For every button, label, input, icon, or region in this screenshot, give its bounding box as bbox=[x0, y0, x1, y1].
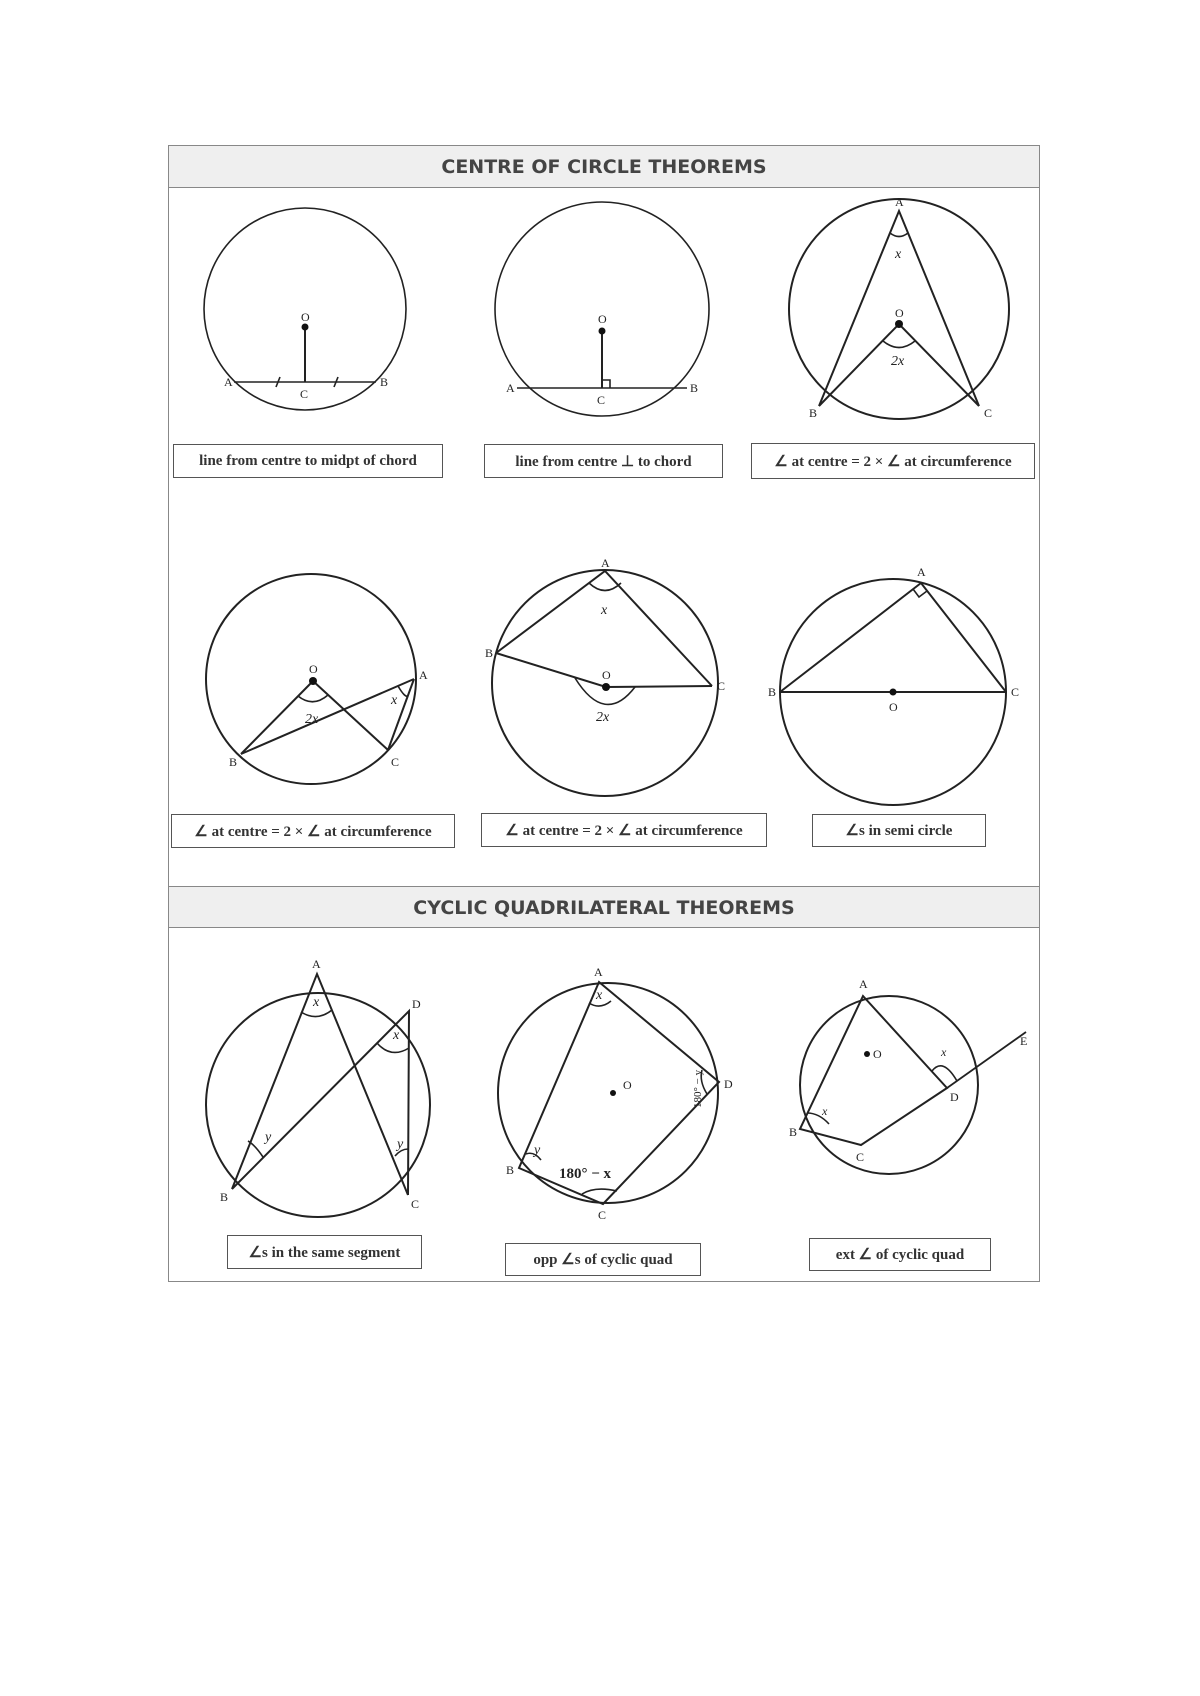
label-angle-x: x bbox=[391, 693, 398, 708]
circle bbox=[206, 993, 430, 1217]
centre-dot bbox=[599, 328, 606, 335]
label-angle-2x: 2x bbox=[891, 354, 905, 369]
chords-db-dc bbox=[232, 1011, 409, 1195]
diagram-7-same-segment bbox=[206, 974, 430, 1217]
label-a: A bbox=[895, 195, 904, 209]
caption-angle-centre-3: ∠ at centre = 2 × ∠ at circumference bbox=[481, 813, 767, 847]
label-b: B bbox=[768, 685, 777, 699]
centre-dot bbox=[302, 324, 309, 331]
label-c: C bbox=[856, 1150, 865, 1164]
label-d: D bbox=[724, 1077, 733, 1091]
label-a: A bbox=[594, 965, 603, 979]
label-c: C bbox=[717, 679, 726, 693]
label-o: O bbox=[873, 1047, 882, 1061]
label-c: C bbox=[597, 393, 606, 407]
label-angle-x-a: x bbox=[313, 995, 320, 1010]
label-o: O bbox=[301, 310, 310, 324]
label-a: A bbox=[312, 957, 321, 971]
angle-arc-a bbox=[301, 1010, 332, 1017]
quadrilateral-abcd bbox=[800, 996, 947, 1145]
label-a: A bbox=[859, 977, 868, 991]
label-c: C bbox=[391, 755, 400, 769]
caption-same-segment: ∠s in the same segment bbox=[227, 1235, 422, 1269]
caption-semicircle: ∠s in semi circle bbox=[812, 814, 986, 847]
extension-de bbox=[947, 1032, 1026, 1088]
label-o: O bbox=[623, 1078, 632, 1092]
quadrilateral-abcd bbox=[519, 982, 719, 1204]
label-angle-y-c: y bbox=[397, 1137, 404, 1152]
label-c: C bbox=[411, 1197, 420, 1211]
label-b: B bbox=[380, 375, 389, 389]
radius-oc bbox=[313, 681, 388, 750]
label-b: B bbox=[220, 1190, 229, 1204]
label-a: A bbox=[506, 381, 515, 395]
label-a: A bbox=[601, 556, 610, 570]
caption-angle-centre-2: ∠ at centre = 2 × ∠ at circumference bbox=[171, 814, 455, 848]
theorem-sheet bbox=[168, 145, 1040, 1282]
radius-ob bbox=[241, 681, 313, 754]
label-o: O bbox=[602, 668, 611, 682]
right-angle-mark bbox=[913, 589, 927, 597]
label-angle-2x: 2x bbox=[596, 710, 610, 725]
label-angle-2x: 2x bbox=[305, 712, 319, 727]
centre-dot bbox=[864, 1051, 870, 1057]
diagram-9-exterior-angle bbox=[800, 996, 1026, 1174]
section-header-cyclic-theorems: CYCLIC QUADRILATERAL THEOREMS bbox=[169, 886, 1039, 928]
angle-arc-o bbox=[298, 695, 328, 702]
label-angle-x: x bbox=[596, 988, 603, 1003]
label-angle-180-minus-x: 180° − x bbox=[559, 1166, 612, 1182]
angle-arc-b bbox=[248, 1141, 263, 1157]
angle-arc-o bbox=[883, 341, 915, 348]
centre-dot bbox=[602, 683, 610, 691]
label-a: A bbox=[419, 668, 428, 682]
label-angle-y-b: y bbox=[265, 1130, 272, 1145]
label-o: O bbox=[889, 700, 898, 714]
label-c: C bbox=[984, 406, 993, 420]
centre-dot bbox=[309, 677, 317, 685]
label-angle-y: y bbox=[534, 1143, 541, 1158]
label-o: O bbox=[309, 662, 318, 676]
label-a: A bbox=[224, 375, 233, 389]
label-b: B bbox=[229, 755, 238, 769]
angle-arc-c bbox=[582, 1189, 617, 1194]
label-b: B bbox=[809, 406, 818, 420]
angle-arc-d bbox=[377, 1043, 409, 1052]
label-d: D bbox=[950, 1090, 959, 1104]
label-b: B bbox=[789, 1125, 798, 1139]
angle-arc-d-exterior bbox=[932, 1066, 957, 1081]
angle-arc-a bbox=[890, 233, 908, 237]
centre-dot bbox=[890, 689, 897, 696]
label-o: O bbox=[895, 306, 904, 320]
label-b: B bbox=[506, 1163, 515, 1177]
chord-ab bbox=[241, 679, 414, 754]
label-c: C bbox=[300, 387, 309, 401]
section-header-centre-theorems: CENTRE OF CIRCLE THEOREMS bbox=[169, 146, 1039, 188]
caption-exterior-angle: ext ∠ of cyclic quad bbox=[809, 1238, 991, 1271]
label-c: C bbox=[598, 1208, 607, 1222]
label-angle-x-d: x bbox=[393, 1028, 400, 1043]
label-angle-x-b: x bbox=[822, 1104, 828, 1118]
label-angle-x-d: x bbox=[941, 1045, 947, 1059]
theorem-diagrams bbox=[169, 146, 1041, 1283]
label-angle-180-minus-y: 180° − y bbox=[692, 1069, 704, 1108]
centre-dot bbox=[610, 1090, 616, 1096]
label-b: B bbox=[690, 381, 699, 395]
label-angle-x: x bbox=[601, 603, 608, 618]
caption-opposite-angles: opp ∠s of cyclic quad bbox=[505, 1243, 701, 1276]
chords-ab-ac bbox=[780, 583, 1006, 692]
label-o: O bbox=[598, 312, 607, 326]
label-b: B bbox=[485, 646, 494, 660]
caption-midpoint-chord: line from centre to midpt of chord bbox=[173, 444, 443, 478]
caption-perpendicular-chord: line from centre ⊥ to chord bbox=[484, 444, 723, 478]
right-angle-mark bbox=[602, 380, 610, 388]
centre-dot bbox=[895, 320, 903, 328]
label-e: E bbox=[1020, 1034, 1028, 1048]
label-c: C bbox=[1011, 685, 1020, 699]
angle-arc-a bbox=[398, 686, 408, 696]
caption-angle-centre-1: ∠ at centre = 2 × ∠ at circumference bbox=[751, 443, 1035, 479]
label-a: A bbox=[917, 565, 926, 579]
label-angle-x: x bbox=[895, 247, 902, 262]
label-d: D bbox=[412, 997, 421, 1011]
diagram-2-perpendicular-chord bbox=[495, 202, 709, 416]
diagram-1-midpoint-chord bbox=[204, 208, 406, 410]
